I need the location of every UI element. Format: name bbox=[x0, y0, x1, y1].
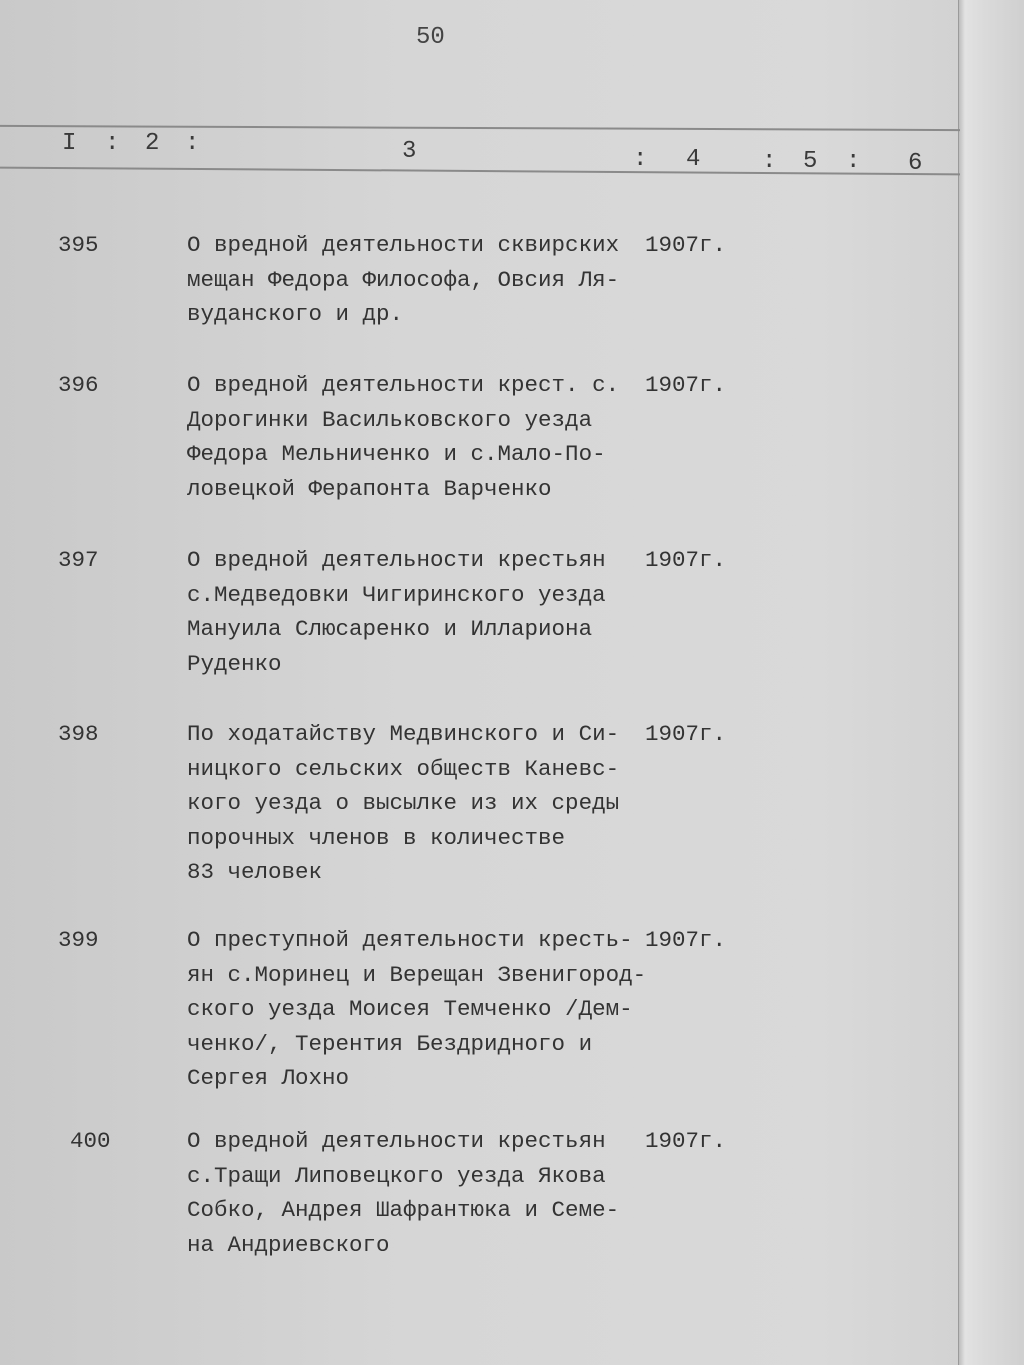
entry-year: 1907г. bbox=[645, 547, 727, 573]
entry-title-line: О вредной деятельности крест. с. bbox=[187, 372, 620, 398]
entry-title bbox=[187, 923, 646, 1096]
col-6: 6 bbox=[908, 150, 923, 177]
entry-title-line: По ходатайству Медвинского и Си- bbox=[187, 721, 620, 747]
entry-title bbox=[187, 228, 619, 332]
entry-title-line: О преступной деятельности кресть- bbox=[187, 927, 633, 953]
col-sep: : bbox=[185, 130, 200, 157]
col-3: 3 bbox=[402, 138, 417, 165]
entry-title-line: вуданского и др. bbox=[187, 301, 404, 327]
entry-number: 400 bbox=[70, 1128, 111, 1154]
col-sep: : bbox=[633, 146, 648, 173]
page-number: 50 bbox=[416, 24, 445, 51]
col-4: 4 bbox=[686, 146, 701, 173]
entry-title-line: 83 человек bbox=[187, 859, 323, 885]
entry-number: 399 bbox=[58, 927, 99, 953]
entry-title bbox=[187, 717, 619, 890]
entry-title-line: ловецкой Ферапонта Варченко bbox=[187, 475, 552, 502]
entry-title-line: ченко/, Терентия Бездридного и bbox=[187, 1030, 593, 1057]
entry-number: 395 bbox=[58, 232, 99, 258]
entry-title bbox=[187, 1124, 619, 1262]
entry-title-line: кого уезда о высылке из их среды bbox=[187, 790, 620, 816]
entry-title-line: О вредной деятельности крестьян bbox=[187, 547, 606, 573]
entry-title-line: ского уезда Моисея Темченко /Дем- bbox=[187, 996, 633, 1022]
col-1: I bbox=[62, 130, 77, 157]
entry-title-line: Дорогинки Васильковского уезда bbox=[187, 406, 593, 433]
page-edge bbox=[958, 0, 1024, 1365]
entry-title-line: мещан Федора Философа, Овсия Ля- bbox=[187, 266, 620, 293]
entry-title-line: Сергея Лохно bbox=[187, 1065, 350, 1091]
entry-title bbox=[187, 368, 619, 506]
col-sep: : bbox=[105, 130, 120, 157]
entry-year: 1907г. bbox=[645, 1128, 727, 1154]
entry-title-line: О вредной деятельности сквирских bbox=[187, 232, 620, 258]
entry-number: 396 bbox=[58, 372, 99, 398]
entry-title-line: Федора Мельниченко и с.Мало-По- bbox=[187, 441, 606, 467]
entry-number: 397 bbox=[58, 547, 99, 573]
entry-year: 1907г. bbox=[645, 721, 727, 747]
entry-number: 398 bbox=[58, 721, 99, 747]
entry-title-line: Мануила Слюсаренко и Иллариона bbox=[187, 616, 593, 642]
entry-title-line: с.Тращи Липовецкого уезда Якова bbox=[187, 1162, 606, 1189]
entry-year: 1907г. bbox=[645, 372, 727, 398]
col-sep: : bbox=[846, 148, 861, 175]
col-2: 2 bbox=[145, 130, 160, 157]
entry-title-line: Собко, Андрея Шафрантюка и Семе- bbox=[187, 1197, 620, 1223]
entry-year: 1907г. bbox=[645, 927, 727, 953]
entry-year: 1907г. bbox=[645, 232, 727, 258]
col-sep: : bbox=[762, 148, 777, 175]
entry-title-line: ницкого сельских обществ Каневс- bbox=[187, 755, 620, 782]
entry-title-line: ян с.Моринец и Верещан Звенигород- bbox=[187, 961, 647, 988]
header-top-rule bbox=[0, 125, 960, 131]
col-5: 5 bbox=[803, 148, 818, 175]
entry-title bbox=[187, 543, 606, 681]
entry-title-line: порочных членов в количестве bbox=[187, 824, 566, 851]
entry-title-line: с.Медведовки Чигиринского уезда bbox=[187, 581, 606, 608]
entry-title-line: Руденко bbox=[187, 650, 282, 677]
entry-title-line: на Андриевского bbox=[187, 1231, 390, 1258]
entry-title-line: О вредной деятельности крестьян bbox=[187, 1128, 606, 1154]
